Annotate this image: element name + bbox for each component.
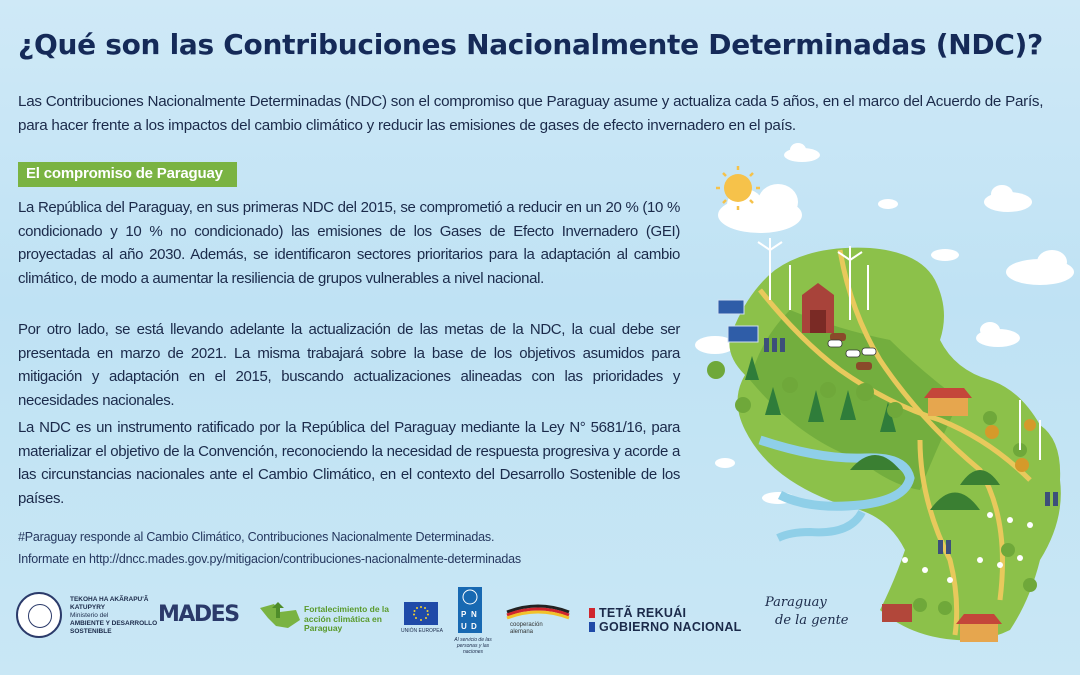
teta-line-1: TETÃ REKUÁI [599, 606, 687, 620]
eu-flag-icon [404, 602, 438, 625]
pdg-line-2: de la gente [775, 613, 849, 628]
teta-line-2: GOBIERNO NACIONAL [599, 620, 742, 634]
fortalecimiento-logo: Fortalecimiento de la acción climática en Paraguay [304, 604, 390, 633]
undp-tagline: Al servicio de las personas y las naciones [454, 637, 492, 655]
german-cooperation-label [510, 622, 543, 636]
coop-line-1: cooperación [510, 622, 543, 628]
page-title: ¿Qué son las Contribuciones Nacionalmente Determinadas (NDC)? [18, 28, 1044, 61]
paragraph-update: Por otro lado, se está llevando adelante la actualización de las metas de la NDC, la cual debe ser presentada en marzo de 2021. La misma trabajará sobre la base de los objetivos asumidos para mitigación y adaptación en el 2015, buscando actualizaciones alineadas con las prioridades y necesidades nacionales. [18, 321, 680, 409]
hashtag-text: #Paraguay responde al Cambio Climático, Contribuciones Nacionalmente Determinadas. [18, 530, 495, 544]
ministry-line-1: TEKOHA HA AKÃRAPU'Ã KATUPYRY [70, 596, 149, 611]
info-link[interactable]: Informate en http://dncc.mades.gov.py/mitigacion/contribuciones-nacionalmente-determinadas [18, 552, 521, 566]
svg-text:N: N [471, 610, 477, 619]
coop-line-2: alemana [510, 629, 534, 635]
sponsor-logos [0, 582, 1080, 675]
paragraph-law: La NDC es un instrumento ratificado por la República del Paraguay mediante la Ley N° 5681/16, para materializar el objetivo de la Convención, reconociendo la necesidad de respuesta progresiva y acorde a las circunstancias nacionales ante el Cambio Climático, en el contexto del Desarrollo Sostenible de los países. [18, 419, 680, 507]
paraguay-de-la-gente-logo [765, 594, 849, 630]
intro-text: Las Contribuciones Nacionalmente Determinadas (NDC) son el compromiso que Paraguay asume y actualiza cada 5 años, en el marco del Acuerdo de París, para hacer frente a los impactos del cambio climático y reducir las emisiones de gases de efecto invernadero en el país. [18, 93, 1044, 134]
paraguay-map-logo-icon [258, 600, 302, 630]
mades-logo: MADES [158, 602, 239, 627]
ministry-line-3: AMBIENTE Y DESARROLLO SOSTENIBLE [70, 620, 158, 635]
svg-text:U: U [461, 622, 467, 631]
eu-label: UNIÓN EUROPEA [401, 628, 443, 634]
paragraph-commitment: La República del Paraguay, en sus primeras NDC del 2015, se comprometió a reducir en un 20 % (10 % condicionado y 10 % no condicionado) las emisiones de los Gases de Efecto Invernadero (GEI) proyectadas al año 2030. Además, se identificaron sectores prioritarios para la adaptación al cambio climático, de modo a aumentar la resiliencia de grupos vulnerables a nivel nacional. [18, 199, 680, 287]
section-heading: El compromiso de Paraguay [18, 162, 237, 187]
undp-logo-icon [458, 587, 482, 633]
svg-text:P: P [461, 610, 467, 619]
svg-text:D: D [471, 622, 477, 631]
german-cooperation-flag-icon [505, 598, 571, 620]
national-seal-icon [16, 592, 62, 638]
ministry-logo-text [70, 596, 160, 636]
pdg-line-1: Paraguay [765, 595, 827, 610]
ministry-line-2: Ministerio del [70, 612, 109, 619]
gobierno-nacional-logo [589, 606, 742, 634]
